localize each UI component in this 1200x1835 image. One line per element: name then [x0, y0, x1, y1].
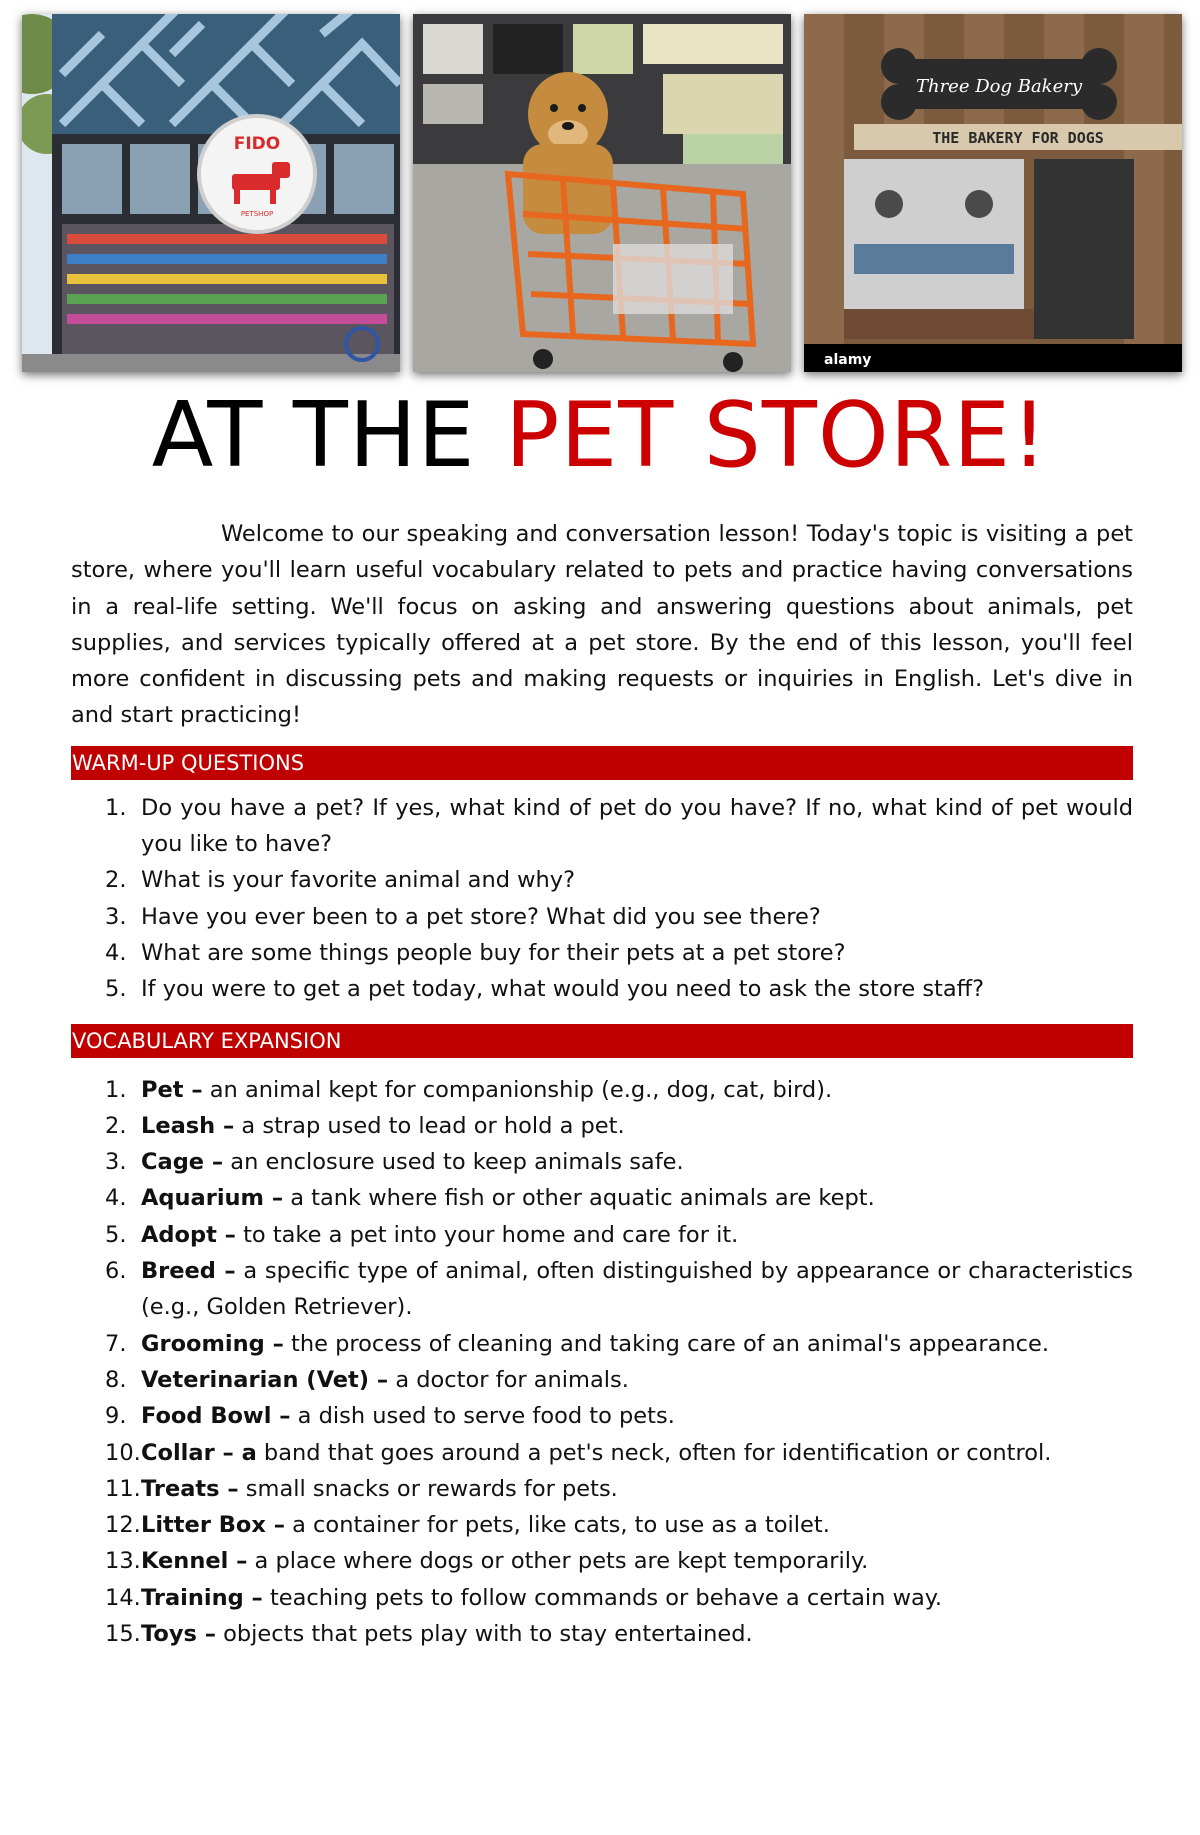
vocab-term: Adopt – [141, 1221, 236, 1248]
lesson-content [71, 516, 1133, 1652]
list-item [71, 862, 1133, 898]
item-number: 13. [105, 1548, 141, 1575]
vocab-term: Treats – [141, 1475, 239, 1502]
vocab-item [71, 1471, 1133, 1507]
item-text: What are some things people buy for their pets at a pet store? [141, 939, 846, 966]
dog-in-cart-photo [413, 14, 791, 372]
item-number: 4. [105, 1185, 127, 1212]
item-number: 3. [105, 1149, 127, 1176]
warmup-list [71, 790, 1133, 1008]
item-number: 11. [105, 1475, 141, 1502]
vocab-definition: an enclosure used to keep animals safe. [223, 1149, 684, 1176]
vocab-definition: an animal kept for companionship (e.g., dog, cat, bird). [202, 1076, 833, 1103]
fido-sign-text: FIDO [233, 134, 281, 154]
vocab-term: Veterinarian (Vet) – [141, 1366, 389, 1393]
list-item [71, 971, 1133, 1007]
vocab-term: Breed – [141, 1258, 236, 1285]
vocab-definition: a container for pets, like cats, to use as a toilet. [284, 1512, 830, 1539]
bakery-banner-text: THE BAKERY FOR DOGS [932, 129, 1104, 147]
item-text: Have you ever been to a pet store? What did you see there? [141, 903, 821, 930]
vocab-item [71, 1435, 1133, 1471]
item-text: What is your favorite animal and why? [141, 867, 576, 894]
item-number: 5. [105, 976, 127, 1003]
vocab-term: Litter Box – [141, 1512, 285, 1539]
list-item [71, 790, 1133, 863]
item-number: 2. [105, 1112, 127, 1139]
item-number: 5. [105, 1221, 127, 1248]
item-text: Do you have a pet? If yes, what kind of pet do you have? If no, what kind of pet would you like to have? [141, 794, 1133, 858]
vocab-item [71, 1180, 1133, 1216]
warmup-heading: WARM-UP QUESTIONS [71, 746, 1133, 780]
vocab-definition: a doctor for animals. [388, 1366, 629, 1393]
page-title [0, 380, 1200, 492]
item-number: 6. [105, 1258, 127, 1285]
item-number: 7. [105, 1330, 127, 1357]
three-dog-bakery-photo [804, 14, 1182, 372]
vocab-item [71, 1217, 1133, 1253]
item-number: 10. [105, 1439, 141, 1466]
vocab-definition: teaching pets to follow commands or behave a certain way. [262, 1584, 943, 1611]
vocab-term: Food Bowl – [141, 1403, 291, 1430]
vocab-item [71, 1543, 1133, 1579]
vocab-definition: a strap used to lead or hold a pet. [234, 1112, 625, 1139]
vocab-item [71, 1144, 1133, 1180]
vocab-item [71, 1326, 1133, 1362]
list-item [71, 899, 1133, 935]
vocab-item [71, 1580, 1133, 1616]
vocab-term: Grooming – [141, 1330, 284, 1357]
item-number: 15. [105, 1621, 141, 1648]
vocab-term: Toys – [141, 1621, 216, 1648]
vocab-item [71, 1108, 1133, 1144]
title-part-red: PET STORE! [505, 383, 1049, 488]
vocab-item [71, 1072, 1133, 1108]
fido-subsign-text: PETSHOP [240, 210, 274, 218]
vocab-definition: a tank where fish or other aquatic animals are kept. [283, 1185, 875, 1212]
bakery-sign-text: Three Dog Bakery [915, 76, 1083, 97]
photo-strip [22, 14, 1182, 374]
item-number: 1. [105, 794, 127, 821]
vocab-definition: band that goes around a pet's neck, often for identification or control. [256, 1439, 1052, 1466]
vocab-term: Collar – a [141, 1439, 257, 1466]
vocab-term: Cage – [141, 1149, 224, 1176]
vocab-term: Leash – [141, 1112, 235, 1139]
item-number: 2. [105, 867, 127, 894]
vocab-definition: a specific type of animal, often distinguished by appearance or characteristics (e.g., Golden Retriever). [141, 1258, 1133, 1321]
item-number: 1. [105, 1076, 127, 1103]
vocab-term: Training – [141, 1584, 263, 1611]
item-number: 12. [105, 1512, 141, 1539]
vocab-item [71, 1362, 1133, 1398]
title-part-black: AT THE [151, 383, 476, 488]
list-item [71, 935, 1133, 971]
vocab-item [71, 1398, 1133, 1434]
vocab-term: Aquarium – [141, 1185, 284, 1212]
vocab-item [71, 1253, 1133, 1326]
vocab-definition: a place where dogs or other pets are kept temporarily. [247, 1548, 869, 1575]
vocab-definition: to take a pet into your home and care for it. [235, 1221, 739, 1248]
vocab-list [71, 1072, 1133, 1653]
item-number: 3. [105, 903, 127, 930]
vocab-definition: the process of cleaning and taking care of an animal's appearance. [283, 1330, 1049, 1357]
item-text: If you were to get a pet today, what would you need to ask the store staff? [141, 976, 985, 1003]
item-number: 4. [105, 939, 127, 966]
item-number: 8. [105, 1366, 127, 1393]
alamy-watermark: alamy [824, 352, 872, 368]
intro-paragraph: Welcome to our speaking and conversation lesson! Today's topic is visiting a pet store, where you'll learn useful vocabulary related to pets and practice having conversations in a real-life setting. We'll focus on asking and answering questions about animals, pet supplies, and services typically offered at a pet store. By the end of this lesson, you'll feel more confident in discussing pets and making requests or inquiries in English. Let's dive in and start practicing! [71, 521, 1133, 729]
fido-storefront-photo [22, 14, 400, 372]
vocab-item [71, 1616, 1133, 1652]
vocab-definition: a dish used to serve food to pets. [290, 1403, 675, 1430]
vocab-term: Pet – [141, 1076, 203, 1103]
vocab-definition: small snacks or rewards for pets. [238, 1475, 618, 1502]
vocab-term: Kennel – [141, 1548, 248, 1575]
vocab-item [71, 1507, 1133, 1543]
vocab-heading: VOCABULARY EXPANSION [71, 1024, 1133, 1058]
item-number: 9. [105, 1403, 127, 1430]
vocab-definition: objects that pets play with to stay entertained. [215, 1621, 753, 1648]
item-number: 14. [105, 1584, 141, 1611]
